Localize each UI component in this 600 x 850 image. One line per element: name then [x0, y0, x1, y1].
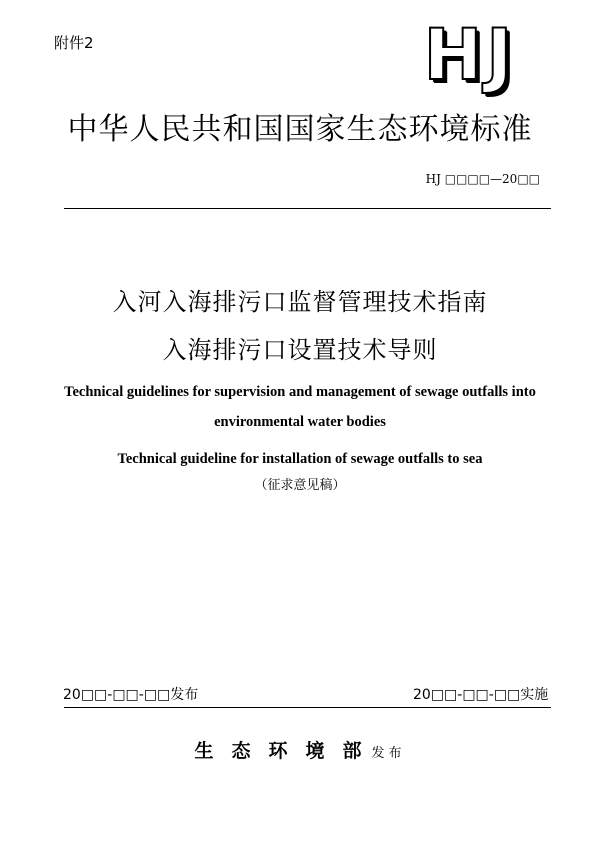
hj-logo: HJ	[423, 14, 517, 96]
chinese-title-line-2: 入海排污口设置技术导则	[162, 336, 438, 364]
standard-code: HJ □□□□—20□□	[425, 172, 540, 186]
chinese-title-line-1: 入河入海排污口监督管理技术指南	[112, 288, 488, 316]
bottom-divider	[64, 707, 551, 708]
issue-date: 20□□-□□-□□发布	[63, 687, 199, 703]
top-divider	[64, 208, 551, 209]
english-title-line-3: Technical guideline for installation of sewage outfalls to sea	[117, 451, 483, 467]
publisher-name: 生态环境部	[194, 740, 380, 762]
attachment-label: 附件2	[54, 34, 94, 52]
publisher-suffix: 发布	[371, 746, 406, 761]
draft-label: （征求意见稿）	[254, 478, 346, 493]
publisher-line	[0, 736, 600, 763]
english-title-line-1: Technical guidelines for supervision and management of sewage outfalls into	[64, 384, 536, 400]
implementation-date: 20□□-□□-□□实施	[413, 687, 549, 703]
standard-series-title: 中华人民共和国国家生态环境标准	[67, 112, 533, 147]
english-title-line-2: environmental water bodies	[214, 414, 386, 430]
